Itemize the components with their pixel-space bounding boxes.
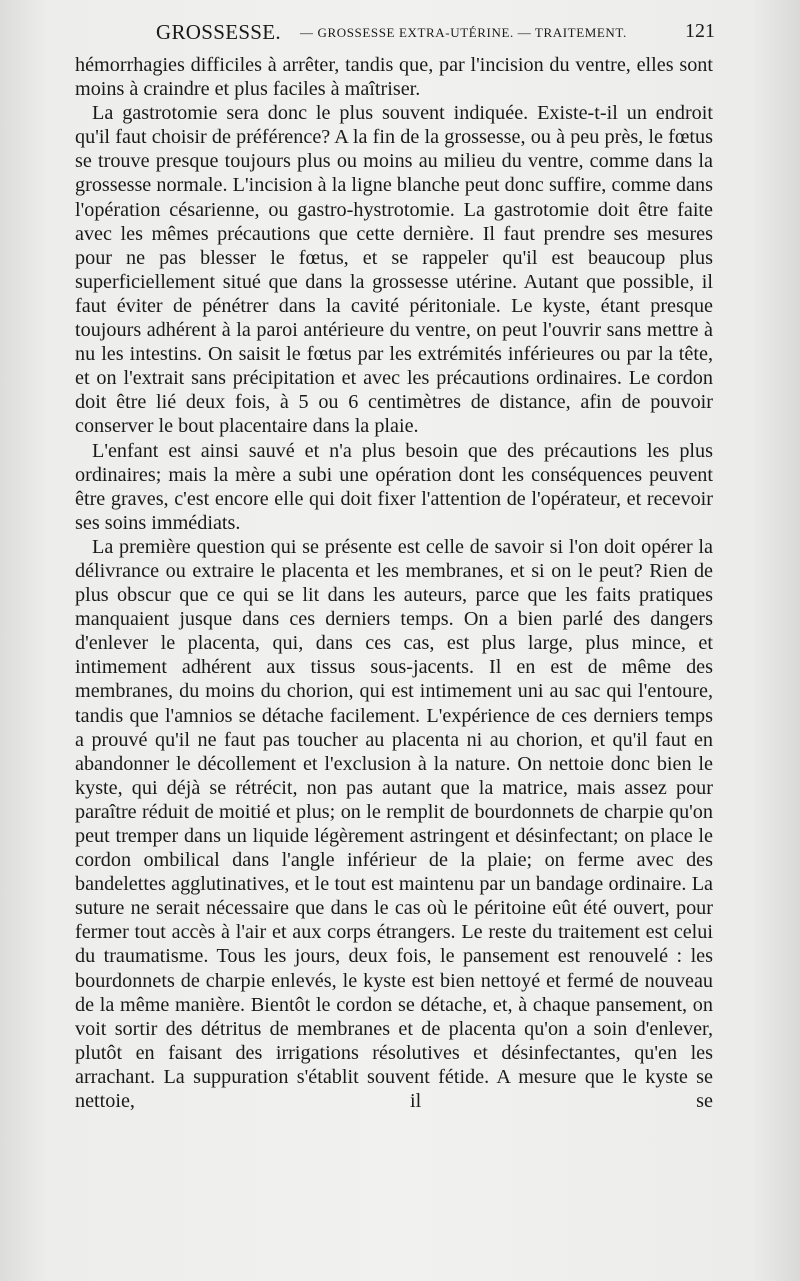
header-subtitle: — GROSSESSE EXTRA-UTÉRINE. — TRAITEMENT.	[300, 25, 627, 40]
paragraph: La gastrotomie sera donc le plus souvent indiquée. Existe-t-il un endroit qu'il faut choisir de préférence? A la fin de la grossesse, ou à peu près, le fœtus se trouve presque toujours plus ou moins au milieu du ventre, comme dans la grossesse normale. L'incision à la ligne blanche peut donc suffire, comme dans l'opération césarienne, ou gastro-hystrotomie. La gastrotomie doit être faite avec les mêmes précautions que cette dernière. Il faut prendre ses mesures pour ne pas blesser le fœtus, et se rappeler qu'il est beaucoup plus superficiellement situé que dans la grossesse utérine. Autant que possible, il faut éviter de pénétrer dans la cavité péritoniale. Le kyste, étant presque toujours adhérent à la paroi antérieure du ventre, on peut l'ouvrir sans mettre à nu les intestins. On saisit le fœtus par les extrémités inférieures ou par la tête, et on l'extrait sans précipitation et avec les précautions ordinaires. Le cordon doit être lié deux fois, à 5 ou 6 centimètres de distance, afin de pouvoir conserver le bout placentaire dans la plaie.	[75, 102, 713, 438]
header-section-title: GROSSESSE.	[156, 20, 281, 44]
paragraph: La première question qui se présente est celle de savoir si l'on doit opérer la délivrance ou extraire le placenta et les membranes, et si on le peut? Rien de plus obscur que ce qui se lit dans les auteurs, parce que les faits pratiques manquaient jusque dans ces derniers temps. On a bien parlé des dangers d'enlever le placenta, qui, dans ces cas, est plus large, plus mince, et intimement adhérent aux tissus sous-jacents. Il en est de même des membranes, du moins du chorion, qui est intimement uni au sac qui l'entoure, tandis que l'amnios se détache facilement. L'expérience de ces derniers temps a prouvé qu'il ne faut pas toucher au placenta ni au chorion, et qu'il faut en abandonner le décollement et l'exclusion à la nature. On nettoie donc bien le kyste, qui déjà se rétrécit, non pas autant que la matrice, mais assez pour paraître réduit de moitié et plus; on le remplit de bourdonnets de charpie qu'on peut tremper dans un liquide légèrement astringent et désinfectant; on place le cordon ombilical dans l'angle inférieur de la plaie; on ferme avec des bandelettes agglutinatives, et le tout est maintenu par un bandage ordinaire. La suture ne serait nécessaire que dans le cas où le péritoine eût été ouvert, pour fermer tout accès à l'air et aux corps étrangers. Le reste du traitement est celui du traumatisme. Tous les jours, deux fois, le pansement est renouvelé : les bourdonnets de charpie enlevés, le kyste est bien nettoyé et fermé de nouveau de la même manière. Bientôt le cordon se détache, et, à chaque pansement, on voit sortir des détritus de membranes et de placenta qu'on a soin d'enlever, plutôt en faisant des irrigations résolutives et désinfectantes, qu'en les arrachant. La suppuration s'établit souvent fétide. A mesure que le kyste se nettoie, il se	[75, 535, 713, 1113]
page-number: 121	[685, 20, 715, 42]
paragraph: hémorrhagies difficiles à arrêter, tandis que, par l'incision du ventre, elles sont moins à craindre et plus faciles à maîtriser.	[75, 54, 713, 101]
body-text	[75, 53, 713, 1113]
paragraph: L'enfant est ainsi sauvé et n'a plus besoin que des précautions les plus ordinaires; mais la mère a subi une opération dont les conséquences peuvent être graves, c'est encore elle qui doit fixer l'attention de l'opérateur, et recevoir ses soins immédiats.	[75, 439, 713, 534]
running-header	[150, 18, 715, 48]
